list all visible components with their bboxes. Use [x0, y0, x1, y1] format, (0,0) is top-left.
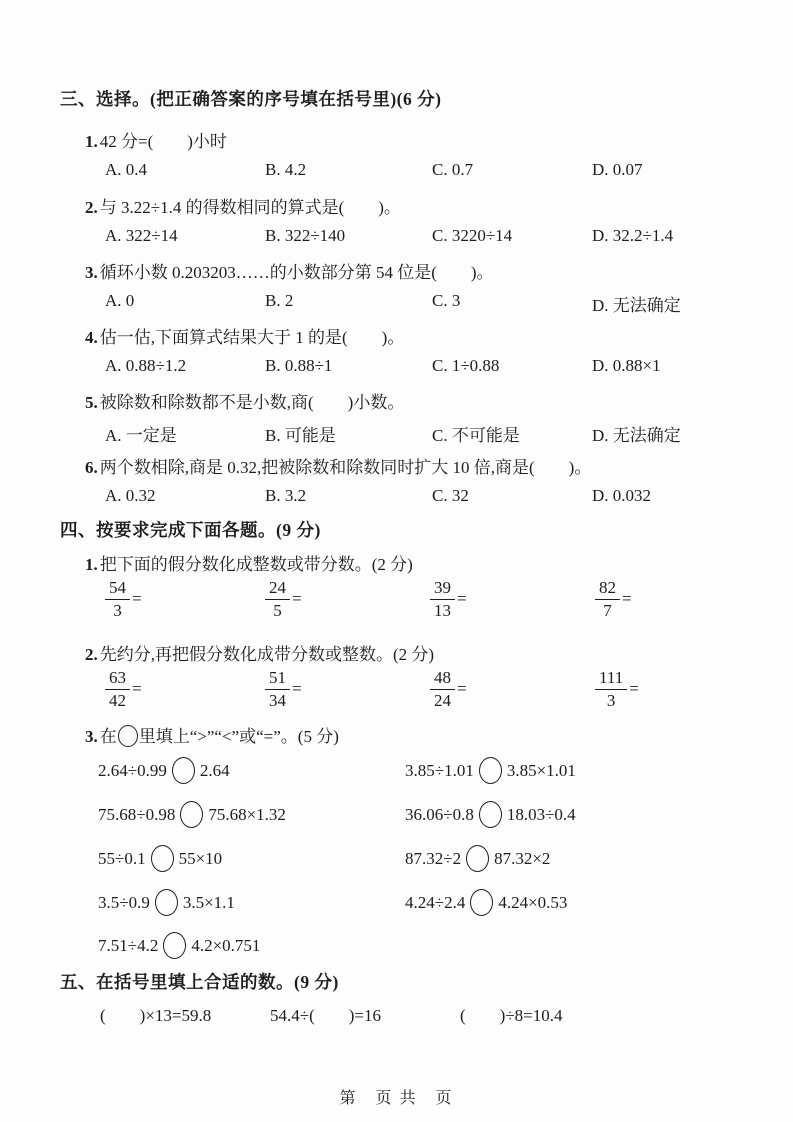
- fraction: [595, 578, 620, 620]
- comparison-problem: [405, 757, 793, 784]
- subquestion-label: [0, 722, 793, 747]
- option-b: B. 322÷140: [265, 226, 346, 245]
- comparison-circle: [466, 845, 489, 872]
- fill-blank-problem: 54.4÷( )=16: [270, 1006, 381, 1025]
- fraction-denominator: 42: [109, 690, 126, 710]
- fraction-row: [0, 668, 793, 710]
- comparison-left: 3.5÷0.9: [98, 892, 150, 912]
- option-d: D. 0.88×1: [592, 356, 661, 375]
- comparison-left: 75.68÷0.98: [98, 804, 176, 824]
- option-a: A. 322÷14: [105, 226, 178, 245]
- question-text: 与 3.22÷1.4 的得数相同的算式是( )。: [99, 198, 401, 217]
- comparison-right: 3.85×1.01: [506, 760, 576, 780]
- page-footer: 第 页 共 页: [339, 1090, 454, 1107]
- question-text: 估一估,下面算式结果大于 1 的是( )。: [99, 328, 405, 347]
- subquestion-label: [0, 550, 793, 575]
- fraction: [105, 668, 130, 710]
- question-number: 2.: [85, 198, 98, 217]
- fraction-numerator: 51: [265, 668, 290, 690]
- subquestion-text: 把下面的假分数化成整数或带分数。(2 分): [99, 555, 413, 574]
- question-stem: [0, 193, 793, 218]
- question-stem: [0, 323, 793, 348]
- comparison-right: 18.03÷0.4: [506, 804, 576, 824]
- option-d: D. 0.032: [592, 486, 652, 505]
- option-b: B. 2: [265, 291, 294, 310]
- comparison-row: [0, 845, 793, 872]
- question-number: 1.: [85, 132, 98, 151]
- comparison-row: [0, 889, 793, 916]
- fraction-row: [0, 578, 793, 620]
- comparison-problem: [405, 801, 793, 828]
- option-b: B. 0.88÷1: [265, 356, 333, 375]
- equals-sign: =: [292, 679, 302, 699]
- subquestion-number: 1.: [85, 555, 98, 574]
- comparison-left: 36.06÷0.8: [405, 804, 474, 824]
- comparison-circle: [479, 757, 502, 784]
- option-c: C. 3: [432, 291, 461, 310]
- question-number: 3.: [85, 263, 98, 282]
- fraction: [265, 668, 290, 710]
- subquestion-text-suffix: 里填上“>”“<”或“=”。(5 分): [138, 727, 339, 746]
- fraction-problem: [595, 578, 793, 620]
- option-c: C. 32: [432, 486, 469, 505]
- comparison-circle: [172, 757, 195, 784]
- option-c: C. 不可能是: [432, 426, 520, 445]
- question-text: 两个数相除,商是 0.32,把被除数和除数同时扩大 10 倍,商是( )。: [99, 458, 592, 477]
- options-row: [0, 486, 793, 506]
- comparison-right: 75.68×1.32: [208, 804, 286, 824]
- comparison-right: 55×10: [178, 848, 223, 868]
- question-stem: [0, 388, 793, 413]
- option-b: B. 3.2: [265, 486, 307, 505]
- option-b: B. 可能是: [265, 426, 336, 445]
- option-a: A. 0.4: [105, 160, 148, 179]
- options-row: [0, 226, 793, 246]
- comparison-row: [0, 757, 793, 784]
- options-row: [0, 356, 793, 376]
- fraction-problem: [265, 668, 430, 710]
- fraction-numerator: 82: [595, 578, 620, 600]
- subquestion-text: 先约分,再把假分数化成带分数或整数。(2 分): [99, 645, 435, 664]
- comparison-circle: [155, 889, 178, 916]
- comparison-problem: [98, 801, 405, 828]
- option-a: A. 一定是: [105, 426, 177, 445]
- option-d: D. 0.07: [592, 160, 643, 179]
- comparison-right: 2.64: [199, 760, 230, 780]
- fraction-denominator: 7: [603, 600, 612, 620]
- options-row: [0, 160, 793, 180]
- fraction-problem: [265, 578, 430, 620]
- option-a: A. 0.32: [105, 486, 156, 505]
- comparison-problem: [405, 889, 793, 916]
- comparison-problem: [98, 845, 405, 872]
- option-a: A. 0.88÷1.2: [105, 356, 187, 375]
- fraction-numerator: 111: [595, 668, 627, 690]
- comparison-row: [0, 932, 793, 959]
- options-row: [0, 291, 793, 316]
- question-text: 被除数和除数都不是小数,商( )小数。: [99, 393, 405, 412]
- option-a: A. 0: [105, 291, 135, 310]
- section-three-title: 三、选择。(把正确答案的序号填在括号里)(6 分): [60, 89, 442, 109]
- question-number: 4.: [85, 328, 98, 347]
- fraction: [430, 668, 455, 710]
- comparison-problem: [405, 845, 793, 872]
- fraction-numerator: 24: [265, 578, 290, 600]
- comparison-right: 3.5×1.1: [182, 892, 235, 912]
- option-d: D. 无法确定: [592, 426, 681, 445]
- question-number: 6.: [85, 458, 98, 477]
- equals-sign: =: [457, 589, 467, 609]
- comparison-right: 4.24×0.53: [498, 892, 568, 912]
- subquestion-number: 2.: [85, 645, 98, 664]
- comparison-circle: [470, 889, 493, 916]
- question-number: 5.: [85, 393, 98, 412]
- comparison-left: 3.85÷1.01: [405, 760, 474, 780]
- comparison-left: 2.64÷0.99: [98, 760, 167, 780]
- fraction: [265, 578, 290, 620]
- section-five-title: 五、在括号里填上合适的数。(9 分): [60, 972, 339, 992]
- fill-blank-problem: ( )÷8=10.4: [460, 1006, 563, 1025]
- comparison-problem: [98, 932, 405, 959]
- fraction-denominator: 5: [273, 600, 282, 620]
- equals-sign: =: [629, 679, 639, 699]
- fraction-denominator: 34: [269, 690, 286, 710]
- fraction: [595, 668, 627, 710]
- question-stem: [0, 453, 793, 478]
- section-four-title: 四、按要求完成下面各题。(9 分): [60, 520, 321, 540]
- subquestion-text-prefix: 在: [99, 727, 117, 746]
- equals-sign: =: [457, 679, 467, 699]
- option-c: C. 3220÷14: [432, 226, 513, 245]
- equals-sign: =: [132, 589, 142, 609]
- question-stem: [0, 258, 793, 283]
- question-text: 循环小数 0.203203……的小数部分第 54 位是( )。: [99, 263, 494, 282]
- comparison-circle: [479, 801, 502, 828]
- fraction-denominator: 13: [434, 600, 451, 620]
- comparison-right: 4.2×0.751: [191, 935, 261, 955]
- fraction-problem: [430, 668, 595, 710]
- comparison-circle: [180, 801, 203, 828]
- comparison-problem: [98, 757, 405, 784]
- equals-sign: =: [132, 679, 142, 699]
- fraction-problem: [430, 578, 595, 620]
- option-c: C. 0.7: [432, 160, 474, 179]
- option-c: C. 1÷0.88: [432, 356, 500, 375]
- fill-blank-row: [0, 1001, 793, 1026]
- comparison-right: 87.32×2: [494, 848, 551, 868]
- comparison-circle: [163, 932, 186, 959]
- comparison-problem: [98, 889, 405, 916]
- fraction-problem: [105, 578, 265, 620]
- subquestion-label: [0, 640, 793, 665]
- equals-sign: =: [292, 589, 302, 609]
- comparison-left: 55÷0.1: [98, 848, 146, 868]
- option-b: B. 4.2: [265, 160, 307, 179]
- subquestion-number: 3.: [85, 727, 98, 746]
- option-d: D. 32.2÷1.4: [592, 226, 674, 245]
- comparison-left: 87.32÷2: [405, 848, 462, 868]
- fraction-denominator: 24: [434, 690, 451, 710]
- fraction-denominator: 3: [113, 600, 122, 620]
- fraction-problem: [105, 668, 265, 710]
- equals-sign: =: [622, 589, 632, 609]
- question-stem: [0, 127, 793, 152]
- fraction: [430, 578, 455, 620]
- comparison-circle: [151, 845, 174, 872]
- question-text: 42 分=( )小时: [99, 132, 227, 151]
- comparison-row: [0, 801, 793, 828]
- fraction-numerator: 54: [105, 578, 130, 600]
- option-d: D. 无法确定: [592, 296, 681, 315]
- fraction-numerator: 48: [430, 668, 455, 690]
- fraction-numerator: 39: [430, 578, 455, 600]
- fill-blank-problem: ( )×13=59.8: [100, 1006, 212, 1025]
- options-row: [0, 421, 793, 446]
- fraction-problem: [595, 668, 793, 710]
- comparison-left: 4.24÷2.4: [405, 892, 466, 912]
- circle-placeholder-icon: [118, 725, 138, 747]
- fraction-denominator: 3: [606, 690, 616, 710]
- comparison-left: 7.51÷4.2: [98, 935, 159, 955]
- fraction: [105, 578, 130, 620]
- fraction-numerator: 63: [105, 668, 130, 690]
